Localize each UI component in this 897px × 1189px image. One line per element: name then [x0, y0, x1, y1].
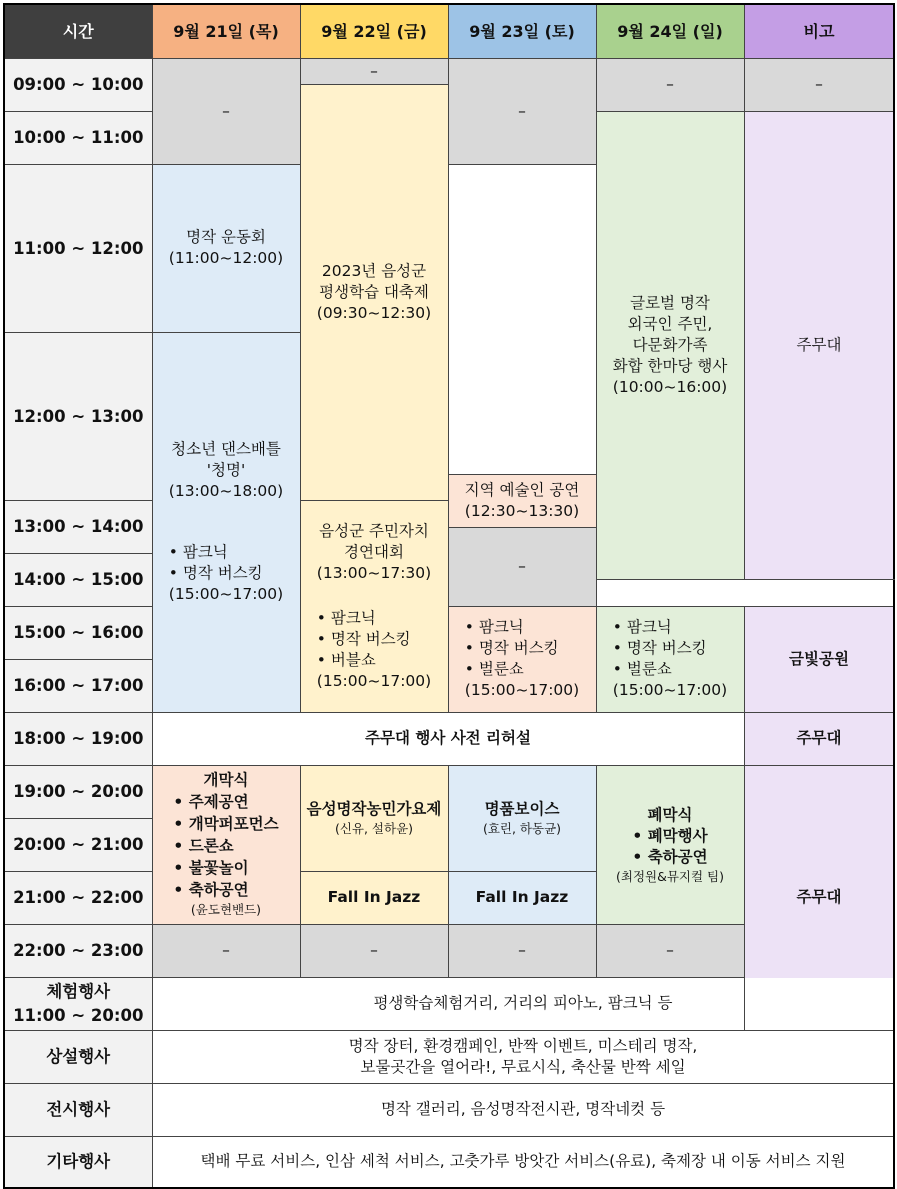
- bottom-label: 체험행사 11:00 ~ 20:00: [4, 977, 152, 1030]
- event-time: (12:30~13:30): [464, 501, 580, 520]
- event-title: 외국인 주민,: [627, 314, 713, 333]
- time-label: 12:00 ~ 13:00: [4, 333, 152, 501]
- sep22-farmer-song-festival: [300, 765, 448, 871]
- event-title: 음성명작농민가요제: [306, 800, 442, 818]
- list-item: • 명작 버스킹: [168, 564, 263, 583]
- sep23-sports-day: [152, 164, 300, 333]
- event-title: 개막식: [203, 771, 249, 789]
- sep21-afternoon-events: [448, 606, 596, 712]
- sep23-fall-in-jazz: Fall In Jazz: [448, 871, 596, 924]
- list-item: • 팜크닉: [316, 608, 376, 627]
- event-title: 경연대회: [344, 542, 404, 561]
- list-item: • 벌룬쇼: [612, 660, 672, 678]
- sep23-premium-voice: [448, 765, 596, 871]
- time-label: 13:00 ~ 14:00: [4, 500, 152, 553]
- event-title: 청소년 댄스배틀: [171, 440, 281, 459]
- event-title: 다문화가족: [632, 335, 708, 354]
- time-label: 19:00 ~ 20:00: [4, 765, 152, 818]
- event-title: 명품보이스: [484, 800, 560, 818]
- list-item: • 주제공연: [173, 793, 249, 811]
- sep22-fall-in-jazz: Fall In Jazz: [300, 871, 448, 924]
- sep21-opening-ceremony: [152, 765, 300, 924]
- performer-note: (효린, 하동균): [482, 821, 562, 836]
- row-1500: [4, 606, 894, 633]
- list-item: • 폐막행사: [632, 826, 708, 845]
- sep24-global-event: [596, 111, 744, 580]
- sep21-empty-2200: –: [152, 924, 300, 977]
- sep24-afternoon-events: [596, 606, 744, 712]
- event-title: 평생학습 대축제: [319, 282, 429, 301]
- event-time: (15:00~17:00): [168, 585, 284, 604]
- list-item: • 명작 버스킹: [316, 629, 411, 648]
- bottom-text: 명작 갤러리, 음성명작전시관, 명작네컷 등: [152, 1083, 894, 1136]
- list-item: • 벌룬쇼: [464, 660, 524, 678]
- header-row: [4, 4, 894, 58]
- bottom-text: 명작 장터, 환경캠페인, 반짝 이벤트, 미스테리 명작, 보물곳간을 열어라!, 무료시식, 축산물 반짝 세일: [152, 1030, 894, 1083]
- header-sep23: 9월 23일 (토): [448, 4, 596, 58]
- bottom-label: 전시행사: [4, 1083, 152, 1136]
- event-title: 2023년 음성군: [321, 261, 427, 280]
- event-title: 화합 한마당 행사: [612, 356, 728, 375]
- sep22-empty-0900: –: [300, 58, 448, 84]
- sep23-empty-2200: –: [448, 924, 596, 977]
- list-item: • 불꽃놀이: [173, 859, 249, 877]
- sep22-empty-2200: –: [300, 924, 448, 977]
- list-item: • 명작 버스킹: [464, 639, 559, 657]
- list-item: • 팜크닉: [612, 618, 672, 636]
- notes-main-stage-1: 주무대: [744, 111, 894, 580]
- time-label: 20:00 ~ 21:00: [4, 818, 152, 871]
- list-item: • 버블쇼: [316, 650, 376, 669]
- time-label: 10:00 ~ 11:00: [4, 111, 152, 164]
- bottom-label: 기타행사: [4, 1136, 152, 1188]
- time-label: 16:00 ~ 17:00: [4, 659, 152, 712]
- time-label: 11:00 ~ 12:00: [4, 164, 152, 333]
- notes-geumbit-park: 금빛공원: [744, 606, 894, 712]
- row-1800: [4, 712, 894, 765]
- time-label: 15:00 ~ 16:00: [4, 606, 152, 659]
- event-time: (15:00~17:00): [316, 671, 432, 690]
- event-title: '청명': [206, 461, 246, 480]
- event-time: (13:00~18:00): [168, 482, 284, 501]
- list-item: • 드론쇼: [173, 837, 234, 855]
- rehearsal-banner: 주무대 행사 사전 리허설: [152, 712, 744, 765]
- header-sep22: 9월 22일 (금): [300, 4, 448, 58]
- sep24-closing-ceremony: [596, 765, 744, 924]
- event-time: (11:00~12:00): [168, 249, 284, 268]
- event-title: 지역 예술인 공연: [464, 480, 580, 499]
- list-item: • 개막퍼포먼스: [173, 815, 279, 833]
- performer-note: (최정원&뮤지컬 팀): [616, 868, 724, 884]
- time-label: 22:00 ~ 23:00: [4, 924, 152, 977]
- event-title: 글로벌 명작: [630, 293, 710, 312]
- sep21-local-artist-show: [448, 474, 596, 527]
- notes-main-stage-3: 주무대: [744, 765, 894, 1030]
- event-time: (15:00~17:00): [464, 681, 580, 699]
- time-label: 09:00 ~ 10:00: [4, 58, 152, 111]
- notes-main-stage-2: 주무대: [744, 712, 894, 765]
- notes-empty-0900: –: [744, 58, 894, 111]
- sep22-lifelong-learning-festival: [300, 84, 448, 500]
- sep23-dance-battle: [152, 333, 300, 713]
- bottom-text: 택배 무료 서비스, 인삼 세척 서비스, 고춧가루 방앗간 서비스(유료), 축제장 내 이동 서비스 지원: [152, 1136, 894, 1188]
- list-item: • 축하공연: [632, 847, 708, 866]
- bottom-row-other: [4, 1136, 894, 1188]
- header-notes: 비고: [744, 4, 894, 58]
- header-sep21: 9월 21일 (목): [152, 4, 300, 58]
- event-time: (15:00~17:00): [612, 681, 728, 699]
- time-label: 21:00 ~ 22:00: [4, 871, 152, 924]
- bottom-row-experience: [4, 977, 894, 1030]
- event-title: 폐막식: [647, 805, 693, 824]
- bottom-row-exhibition: [4, 1083, 894, 1136]
- performer-note: (신유, 설하윤): [334, 821, 414, 836]
- event-time: (10:00~16:00): [612, 377, 728, 396]
- list-item: • 축하공연: [173, 881, 249, 899]
- bottom-label: 상설행사: [4, 1030, 152, 1083]
- sep24-empty-2200: –: [596, 924, 744, 977]
- time-label: 14:00 ~ 15:00: [4, 553, 152, 606]
- list-item: • 팜크닉: [464, 618, 524, 636]
- row-1900: [4, 765, 894, 792]
- row-0900: [4, 58, 894, 84]
- sep21-empty-morning: –: [152, 58, 300, 164]
- festival-schedule-table: [3, 3, 895, 1189]
- event-title: 음성군 주민자치: [319, 521, 429, 540]
- sep24-empty-0900: –: [596, 58, 744, 111]
- event-time: (13:00~17:30): [316, 563, 432, 582]
- header-sep24: 9월 24일 (일): [596, 4, 744, 58]
- list-item: • 팜크닉: [168, 543, 228, 562]
- header-time: 시간: [4, 4, 152, 58]
- performer-note: (윤도현밴드): [190, 902, 262, 917]
- bottom-text: 평생학습체험거리, 거리의 피아노, 팜크닉 등: [152, 977, 894, 1030]
- time-label: 18:00 ~ 19:00: [4, 712, 152, 765]
- event-time: (09:30~12:30): [316, 303, 432, 322]
- list-item: • 명작 버스킹: [612, 639, 707, 657]
- sep22-resident-contest: [300, 500, 448, 712]
- bottom-row-permanent: [4, 1030, 894, 1083]
- event-title: 명작 운동회: [186, 228, 266, 247]
- sep21-empty-1330: –: [448, 527, 596, 606]
- sep23-empty-morning: –: [448, 58, 596, 164]
